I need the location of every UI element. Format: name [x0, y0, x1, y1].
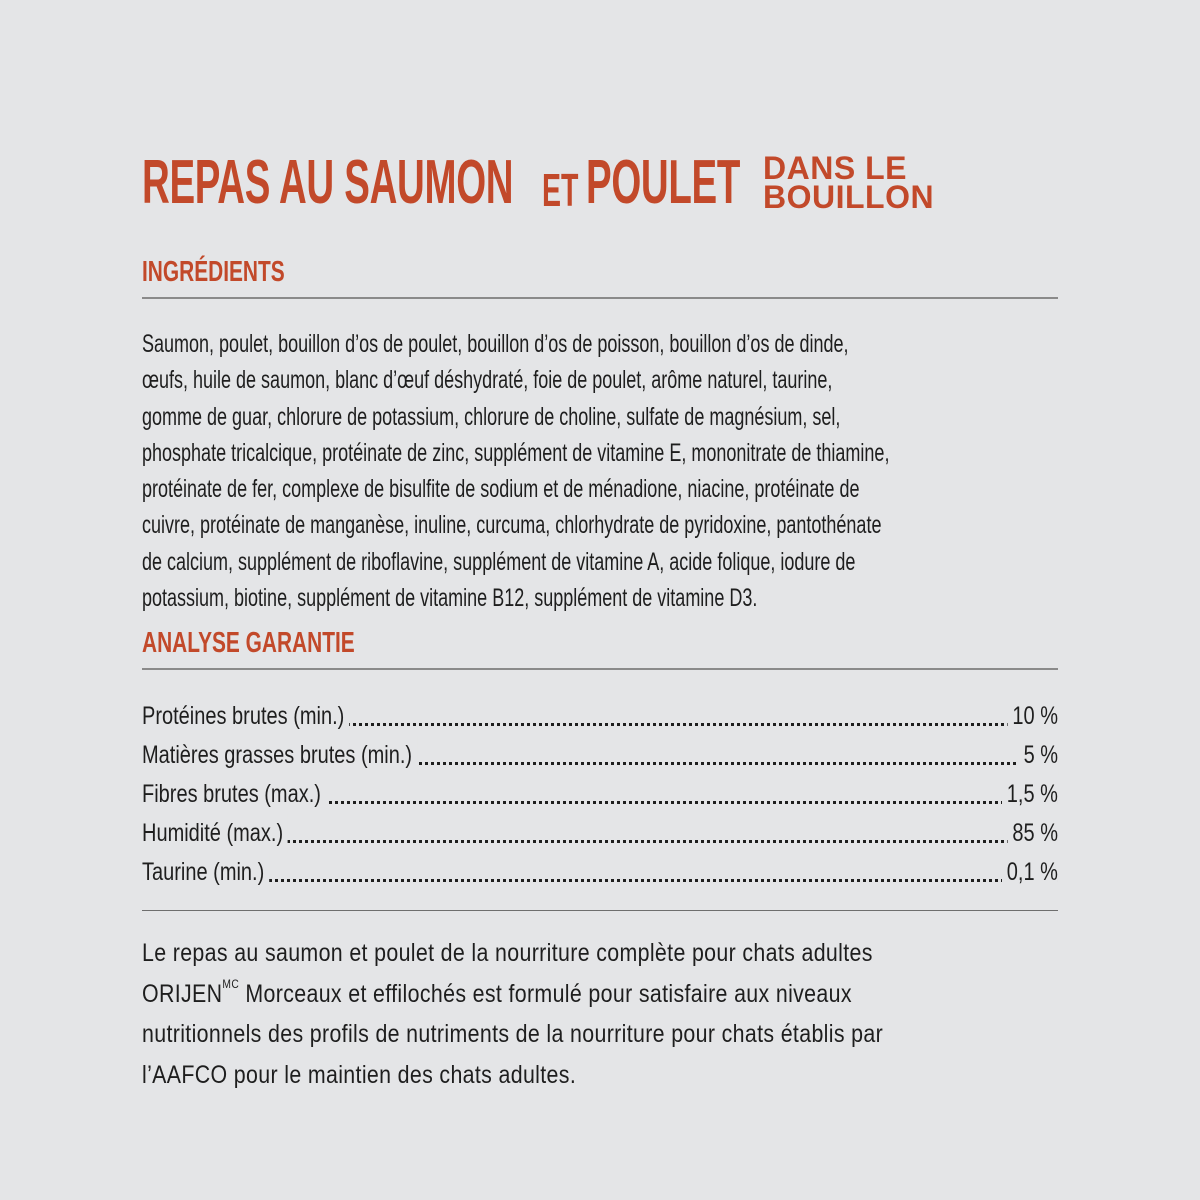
statement-line: Le repas au saumon et poulet de la nourriture complète pour chats adultes — [142, 939, 873, 967]
title-subtitle-line1: DANS LE — [763, 150, 907, 186]
product-title — [142, 148, 935, 217]
analysis-label: Fibres brutes (max.) — [142, 775, 326, 814]
statement-line: l’AAFCO pour le maintien des chats adultes. — [142, 1060, 577, 1089]
analysis-row — [142, 775, 1058, 814]
analysis-bottom-divider — [142, 910, 1058, 911]
statement-line — [142, 974, 1057, 1015]
analysis-label: Matières grasses brutes (min.) — [142, 736, 417, 775]
guaranteed-analysis — [142, 697, 1058, 892]
ingredients-text — [142, 326, 1056, 616]
dot-leader — [142, 879, 1058, 882]
analysis-value: 0,1 % — [1002, 853, 1058, 892]
ingredients-line: gomme de guar, chlorure de potassium, chlorure de choline, sulfate de magnésium, sel, — [142, 402, 841, 431]
analysis-divider — [142, 668, 1058, 670]
analysis-row — [142, 853, 1058, 892]
analysis-heading — [142, 627, 1058, 660]
brand-name: ORIJEN — [142, 979, 223, 1008]
statement-line-rest: Morceaux et effilochés est formulé pour satisfaire aux niveaux — [239, 979, 852, 1008]
aafco-statement — [142, 933, 1057, 1095]
analysis-row — [142, 814, 1058, 853]
analysis-value: 10 % — [1008, 697, 1058, 736]
ingredients-divider — [142, 297, 1058, 299]
analysis-value: 1,5 % — [1002, 775, 1058, 814]
analysis-label: Taurine (min.) — [142, 853, 269, 892]
analysis-label: Humidité (max.) — [142, 814, 288, 853]
ingredients-line: cuivre, protéinate de manganèse, inuline, curcuma, chlorhydrate de pyridoxine, pantothénate — [142, 511, 882, 540]
title-et: ET — [542, 164, 579, 216]
analysis-label: Protéines brutes (min.) — [142, 697, 349, 736]
ingredients-heading-text: INGRÉDIENTS — [142, 256, 285, 288]
ingredients-line: de calcium, supplément de riboflavine, supplément de vitamine A, acide folique, iodure de — [142, 547, 856, 576]
analysis-row — [142, 736, 1058, 775]
statement-line: nutritionnels des profils de nutriments de la nourriture pour chats établis par — [142, 1020, 884, 1048]
ingredients-line: protéinate de fer, complexe de bisulfite de sodium et de ménadione, niacine, protéinate de — [142, 475, 860, 504]
analysis-row — [142, 697, 1058, 736]
title-subtitle-line2: BOUILLON — [763, 179, 935, 215]
ingredients-line: potassium, biotine, supplément de vitamine B12, supplément de vitamine D3. — [142, 584, 758, 613]
ingredients-line: phosphate tricalcique, protéinate de zinc, supplément de vitamine E, mononitrate de thiamine, — [142, 438, 890, 467]
title-subtitle — [763, 150, 935, 215]
analysis-heading-text: ANALYSE GARANTIE — [142, 627, 355, 659]
trademark-mark: MC — [222, 976, 240, 991]
ingredients-heading — [142, 256, 1058, 289]
title-main2: POULET — [586, 148, 741, 217]
ingredients-line: Saumon, poulet, bouillon d’os de poulet, bouillon d’os de poisson, bouillon d’os de dinde, — [142, 330, 849, 358]
title-main: REPAS AU SAUMON — [142, 148, 514, 217]
analysis-value: 5 % — [1019, 736, 1058, 775]
ingredients-line: œufs, huile de saumon, blanc d’œuf déshydraté, foie de poulet, arôme naturel, taurine, — [142, 366, 833, 395]
analysis-value: 85 % — [1008, 814, 1058, 853]
